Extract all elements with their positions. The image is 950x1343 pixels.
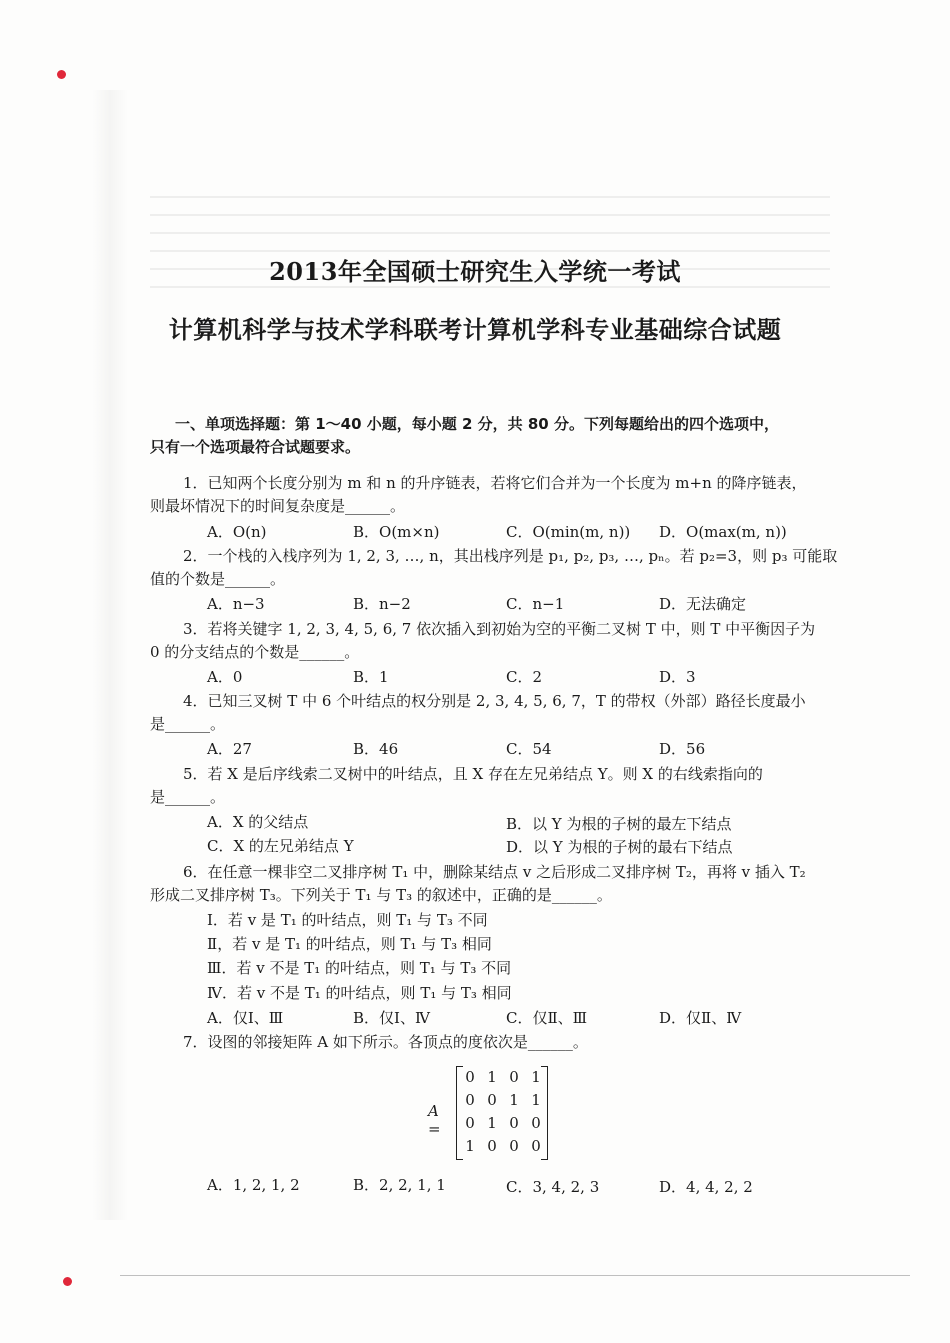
- q1-option-a: A．O(n): [207, 523, 267, 541]
- section-heading: 一、单项选择题：第 1～40 小题，每小题 2 分，共 80 分。下列每题给出的四个选项中，: [175, 415, 779, 433]
- q2-option-b: B．n−2: [353, 595, 411, 613]
- q3-option-d: D．3: [659, 668, 696, 686]
- section-heading-cont: 只有一个选项最符合试题要求。: [150, 438, 361, 456]
- q1-option-b: B．O(m×n): [353, 523, 440, 541]
- q7-option-b: B．2, 2, 1, 1: [353, 1176, 446, 1194]
- q5-option-a: A．X 的父结点: [207, 813, 309, 831]
- matrix-cell: 1: [487, 1114, 497, 1132]
- matrix-cell: 0: [465, 1091, 475, 1109]
- q2-option-a: A．n−3: [207, 595, 265, 613]
- q7-option-d: D．4, 4, 2, 2: [659, 1178, 753, 1196]
- q1-stem: 1．已知两个长度分别为 m 和 n 的升序链表，若将它们合并为一个长度为 m+n 的降序链表，: [183, 474, 807, 492]
- matrix-cell: 0: [509, 1114, 519, 1132]
- matrix-cell: 0: [487, 1137, 497, 1155]
- q2-stem-cont: 值的个数是______。: [150, 570, 286, 588]
- q4-option-b: B．46: [353, 740, 399, 758]
- matrix-cell: 0: [531, 1114, 541, 1132]
- exam-title: 2013年全国硕士研究生入学统一考试: [269, 257, 681, 286]
- q5-option-b: B．以 Y 为根的子树的最左下结点: [506, 815, 732, 833]
- q6-statement-4: Ⅳ．若 v 不是 T₁ 的叶结点，则 T₁ 与 T₃ 相同: [207, 984, 512, 1002]
- q7-option-a: A．1, 2, 1, 2: [207, 1176, 300, 1194]
- q3-stem-cont: 0 的分支结点的个数是______。: [150, 643, 360, 661]
- q4-option-d: D．56: [659, 740, 706, 758]
- q1-option-d: D．O(max(m, n)): [659, 523, 787, 541]
- q7-option-c: C．3, 4, 2, 3: [506, 1178, 600, 1196]
- q5-option-c: C．X 的左兄弟结点 Y: [207, 837, 354, 855]
- q7-stem: 7．设图的邻接矩阵 A 如下所示。各顶点的度依次是______。: [183, 1033, 588, 1051]
- q2-option-d: D．无法确定: [659, 595, 747, 613]
- q6-statement-1: Ⅰ．若 v 是 T₁ 的叶结点，则 T₁ 与 T₃ 不同: [207, 911, 488, 929]
- q6-option-d: D．仅Ⅱ、Ⅳ: [659, 1009, 742, 1027]
- matrix-cell: 0: [509, 1137, 519, 1155]
- q4-option-c: C．54: [506, 740, 552, 758]
- q2-stem: 2．一个栈的入栈序列为 1, 2, 3, …, n，其出栈序列是 p₁, p₂, p₃, …, pₙ。若 p₂=3，则 p₃ 可能取: [183, 547, 838, 565]
- q6-stem: 6．在任意一棵非空二叉排序树 T₁ 中，删除某结点 v 之后形成二叉排序树 T₂，再将 v 插入 T₂: [183, 863, 806, 881]
- red-dot-mark-top: [57, 70, 66, 79]
- q5-stem: 5．若 X 是后序线索二叉树中的叶结点，且 X 存在左兄弟结点 Y。则 X 的右线索指向的: [183, 765, 763, 783]
- q4-stem-cont: 是______。: [150, 715, 226, 733]
- q6-statement-3: Ⅲ．若 v 不是 T₁ 的叶结点，则 T₁ 与 T₃ 不同: [207, 959, 512, 977]
- q6-stem-cont: 形成二叉排序树 T₃。下列关于 T₁ 与 T₃ 的叙述中，正确的是______。: [150, 886, 612, 904]
- matrix-cell: 0: [487, 1091, 497, 1109]
- q3-option-a: A．0: [207, 668, 243, 686]
- q6-option-b: B．仅Ⅰ、Ⅳ: [353, 1009, 430, 1027]
- q4-stem: 4．已知三叉树 T 中 6 个叶结点的权分别是 2, 3, 4, 5, 6, 7，T 的带权（外部）路径长度最小: [183, 692, 806, 710]
- matrix-cell: 1: [465, 1137, 475, 1155]
- q3-option-b: B．1: [353, 668, 389, 686]
- q1-option-c: C．O(min(m, n)): [506, 523, 631, 541]
- page-bottom-rule: [120, 1275, 910, 1276]
- matrix-cell: 1: [531, 1091, 541, 1109]
- q5-option-d: D．以 Y 为根的子树的最右下结点: [506, 838, 733, 856]
- q5-stem-cont: 是______。: [150, 788, 226, 806]
- exam-subtitle: 计算机科学与技术学科联考计算机学科专业基础综合试题: [168, 315, 782, 344]
- q6-option-c: C．仅Ⅱ、Ⅲ: [506, 1009, 588, 1027]
- matrix-cell: 1: [531, 1068, 541, 1086]
- q6-option-a: A．仅Ⅰ、Ⅲ: [207, 1009, 284, 1027]
- matrix-cell: 1: [509, 1091, 519, 1109]
- red-dot-mark-bottom: [63, 1277, 72, 1286]
- matrix-cell: 0: [465, 1114, 475, 1132]
- matrix-cell: 0: [531, 1137, 541, 1155]
- q1-stem-cont: 则最坏情况下的时间复杂度是______。: [150, 497, 406, 515]
- q4-option-a: A．27: [207, 740, 252, 758]
- q6-statement-2: Ⅱ，若 v 是 T₁ 的叶结点，则 T₁ 与 T₃ 相同: [207, 935, 492, 953]
- matrix-cell: 1: [487, 1068, 497, 1086]
- q3-option-c: C．2: [506, 668, 543, 686]
- q3-stem: 3．若将关键字 1, 2, 3, 4, 5, 6, 7 依次插入到初始为空的平衡二叉树 T 中，则 T 中平衡因子为: [183, 620, 816, 638]
- matrix-cell: 0: [509, 1068, 519, 1086]
- q2-option-c: C．n−1: [506, 595, 565, 613]
- matrix-label: A =: [428, 1102, 441, 1138]
- matrix-cell: 0: [465, 1068, 475, 1086]
